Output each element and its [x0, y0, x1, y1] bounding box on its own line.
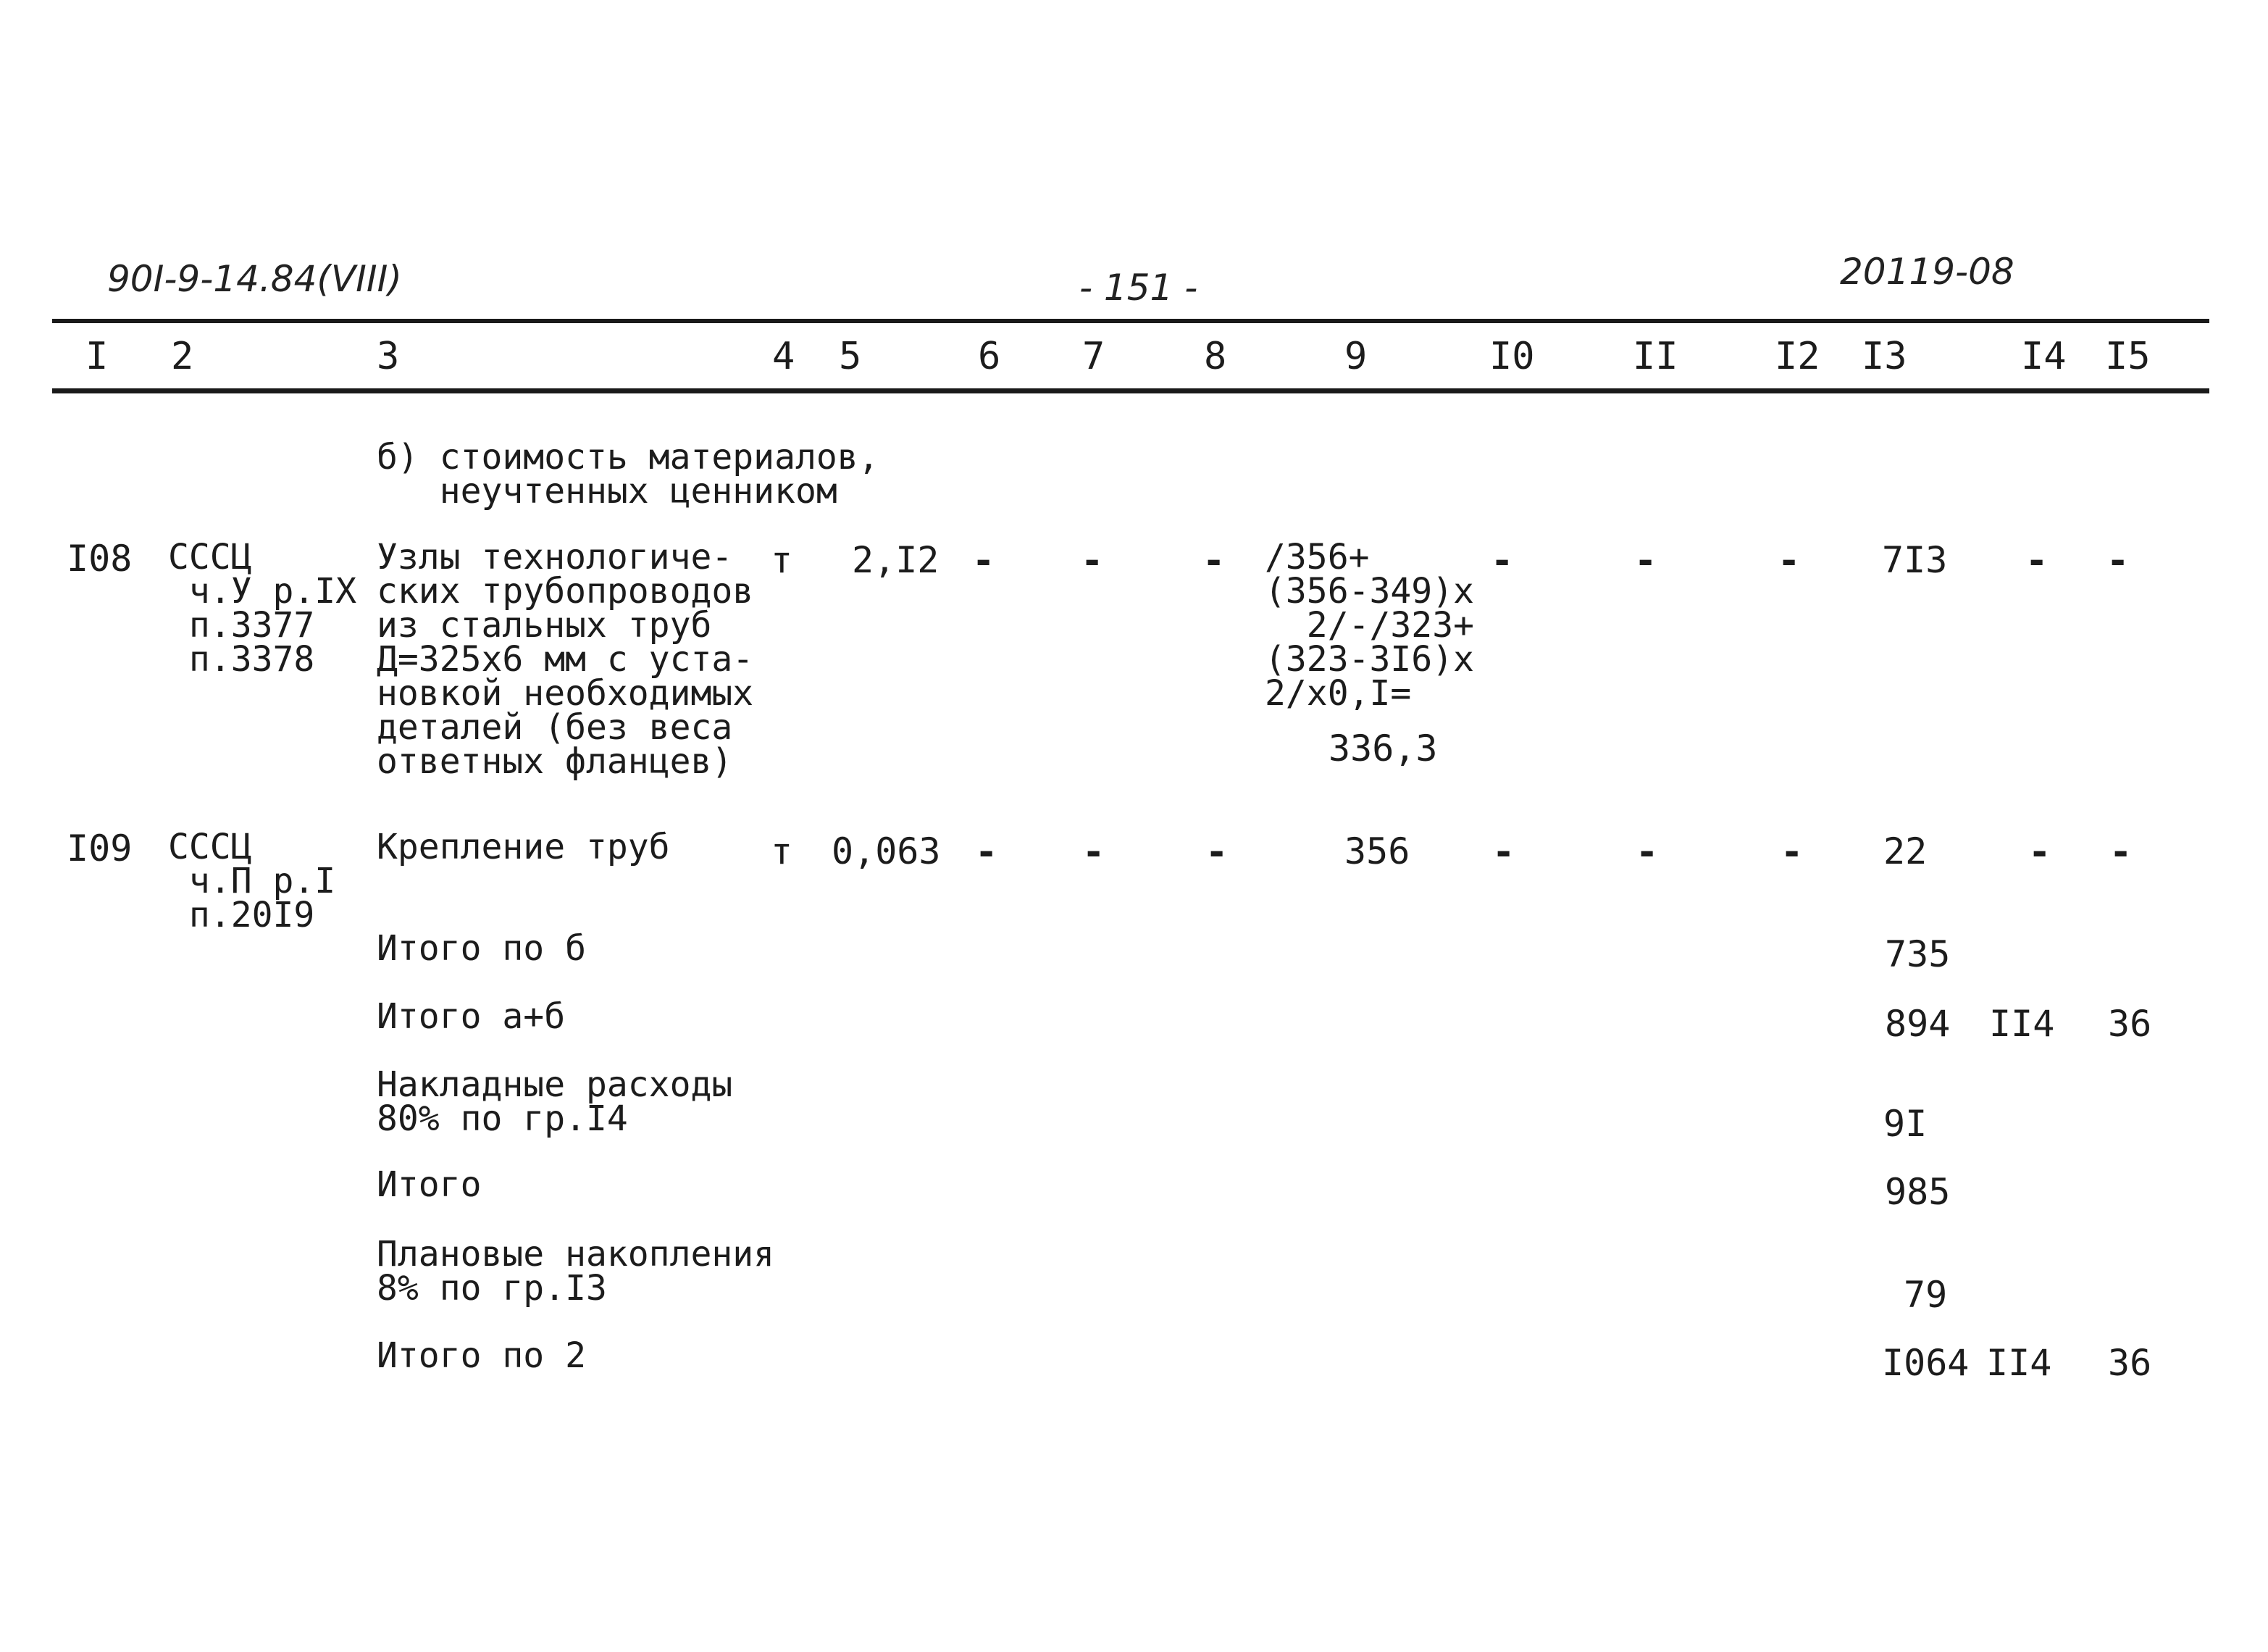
overhead-col13: 9I: [1883, 1103, 1928, 1145]
row-109-col7: -: [1082, 830, 1105, 874]
row-108-calculation: /356+ (356-349)х 2/-/323+ (323-3I6)х 2/х0,I=: [1265, 537, 1474, 714]
row-108-col7: -: [1081, 539, 1104, 583]
row-108-number: I08: [67, 538, 133, 580]
row-109-col11: -: [1636, 830, 1659, 874]
row-109-col13: 22: [1883, 830, 1928, 872]
row-108-calculation-result: 336,3: [1328, 727, 1438, 769]
document-code: 90I-9-14.84(VIII): [107, 258, 402, 300]
column-header-8: 8: [1204, 335, 1227, 378]
row-108-description: Узлы технологиче- ских трубопроводов из стальных труб Д=325х6 мм с уста- новкой необходимых деталей (без веса ответных фланцев): [377, 537, 754, 782]
total-b-label: Итого по б: [377, 928, 586, 969]
total-ab-col14: II4: [1989, 1003, 2055, 1045]
section-title: б) стоимость материалов, неучтенных ценником: [377, 437, 879, 512]
planned-savings-col13: 79: [1904, 1274, 1948, 1316]
total-2-col14: II4: [1986, 1342, 2052, 1384]
row-109-description: Крепление труб: [377, 827, 670, 867]
row-109-number: I09: [67, 827, 133, 869]
total-ab-col13: 894: [1885, 1003, 1951, 1045]
column-header-15: I5: [2105, 335, 2151, 378]
row-109-col8: -: [1205, 830, 1229, 874]
row-109-col12: -: [1780, 830, 1804, 874]
row-108-col13: 7I3: [1882, 539, 1948, 581]
column-header-2: 2: [171, 335, 194, 378]
subtotal-col13: 985: [1885, 1171, 1951, 1213]
total-2-col15: 36: [2108, 1342, 2152, 1384]
row-108-col6: -: [972, 539, 995, 583]
subtotal-label: Итого: [377, 1164, 482, 1205]
row-109-col14: -: [2028, 830, 2051, 874]
total-b-col13: 735: [1885, 933, 1951, 975]
column-header-3: 3: [377, 335, 400, 378]
row-109-col10: -: [1492, 830, 1515, 874]
row-109-unit: т: [771, 830, 793, 872]
planned-savings-label: Плановые накопления 8% по гр.I3: [377, 1234, 775, 1309]
row-108-col14: -: [2025, 539, 2049, 583]
column-header-1: I: [85, 335, 109, 378]
row-108-col15: -: [2106, 539, 2130, 583]
header-top-rule: [52, 319, 2209, 323]
column-header-7: 7: [1082, 335, 1105, 378]
row-108-reference: СССЦ ч.У р.IX п.3377 п.3378: [168, 537, 357, 680]
row-108-unit: т: [771, 539, 793, 581]
row-108-col12: -: [1778, 539, 1801, 583]
row-109-col6: -: [975, 830, 998, 874]
column-header-13: I3: [1862, 335, 1907, 378]
row-109-reference: СССЦ ч.П р.I п.20I9: [168, 827, 336, 935]
page-number: - 151 -: [1079, 267, 1198, 309]
column-header-12: I2: [1775, 335, 1820, 378]
column-header-9: 9: [1344, 335, 1368, 378]
column-header-5: 5: [839, 335, 862, 378]
column-header-14: I4: [2021, 335, 2067, 378]
sheet-code: 20119-08: [1840, 251, 2014, 293]
column-header-10: I0: [1489, 335, 1535, 378]
row-109-col9: 356: [1344, 830, 1410, 872]
total-2-label: Итого по 2: [377, 1335, 586, 1376]
total-ab-col15: 36: [2108, 1003, 2152, 1045]
column-header-6: 6: [978, 335, 1001, 378]
header-bottom-rule: [52, 388, 2209, 393]
column-header-4: 4: [772, 335, 795, 378]
row-109-col15: -: [2109, 830, 2133, 874]
row-108-col8: -: [1202, 539, 1226, 583]
row-108-col11: -: [1634, 539, 1657, 583]
column-header-11: II: [1633, 335, 1678, 378]
overhead-label: Накладные расходы 80% по гр.I4: [377, 1064, 733, 1139]
row-108-col10: -: [1491, 539, 1514, 583]
total-2-col13: I064: [1882, 1342, 1970, 1384]
row-109-quantity: 0,063: [832, 830, 941, 872]
total-ab-label: Итого а+б: [377, 996, 566, 1037]
row-108-quantity: 2,I2: [852, 539, 940, 581]
